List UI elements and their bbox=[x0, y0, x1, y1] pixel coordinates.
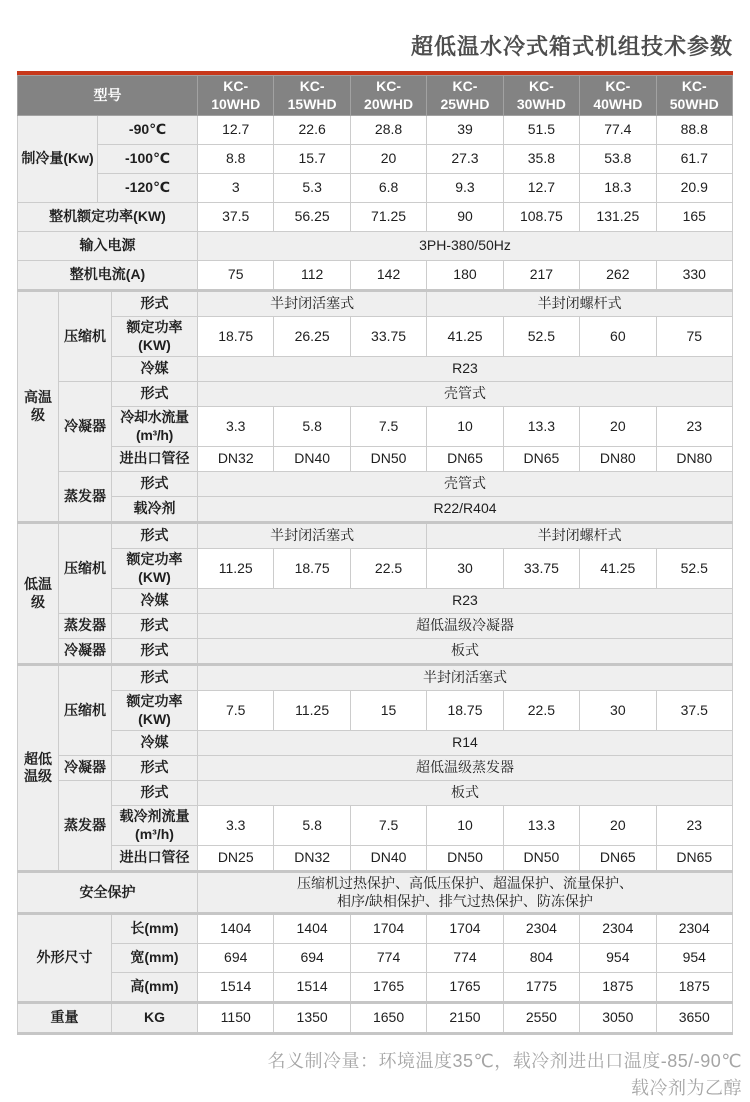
value-cell: 13.3 bbox=[503, 407, 579, 447]
us-comp-type-value: 半封闭活塞式 bbox=[198, 665, 733, 691]
ls-refrigerant-label: 冷媒 bbox=[112, 589, 198, 614]
rated-power-row bbox=[18, 203, 733, 232]
value-cell: 18.75 bbox=[274, 549, 350, 589]
value-cell: 75 bbox=[656, 317, 732, 357]
value-cell: 11.25 bbox=[198, 549, 274, 589]
value-cell: 2304 bbox=[580, 914, 656, 944]
value-cell: 18.75 bbox=[427, 691, 503, 731]
hs-evap-coolant-label: 载冷剂 bbox=[112, 497, 198, 523]
model-header-cell: KC-10WHD bbox=[198, 76, 274, 116]
value-cell: 53.8 bbox=[580, 145, 656, 174]
value-cell: 1404 bbox=[198, 914, 274, 944]
ls-evaporator-label: 蒸发器 bbox=[59, 614, 112, 639]
value-cell: 1704 bbox=[427, 914, 503, 944]
spec-table bbox=[17, 75, 733, 1035]
hs-evap-coolant-value: R22/R404 bbox=[198, 497, 733, 523]
value-cell: DN65 bbox=[580, 846, 656, 872]
stage-label-high: 高温级 bbox=[18, 291, 59, 523]
us-evap-pipe-label: 进出口管径 bbox=[112, 846, 198, 872]
value-cell: 30 bbox=[427, 549, 503, 589]
value-cell: 1650 bbox=[350, 1003, 426, 1034]
model-header-cell: KC-30WHD bbox=[503, 76, 579, 116]
footnote-line1: 名义制冷量：环境温度35℃，载冷剂进出口温度-85/-90℃ bbox=[267, 1051, 742, 1071]
value-cell: 35.8 bbox=[503, 145, 579, 174]
value-cell: 1150 bbox=[198, 1003, 274, 1034]
dim-length-label: 长(mm) bbox=[112, 914, 198, 944]
us-comp-power-row bbox=[18, 691, 733, 731]
hs-cond-flow-label: 冷却水流量(m³/h) bbox=[112, 407, 198, 447]
value-cell: 11.25 bbox=[274, 691, 350, 731]
value-cell: 180 bbox=[427, 261, 503, 291]
dim-width-row bbox=[18, 944, 733, 973]
value-cell: 112 bbox=[274, 261, 350, 291]
us-evap-flow-label-line2: (m³/h) bbox=[135, 825, 174, 842]
value-cell: 15 bbox=[350, 691, 426, 731]
value-cell: DN65 bbox=[503, 447, 579, 472]
value-cell: 41.25 bbox=[580, 549, 656, 589]
value-cell: 60 bbox=[580, 317, 656, 357]
stage-label-ultra-line2: 温级 bbox=[24, 768, 52, 784]
ls-cond-type-row bbox=[18, 639, 733, 665]
us-evap-flow-label-line1: 载冷剂流量 bbox=[119, 808, 190, 824]
hs-comp-type-row bbox=[18, 291, 733, 317]
value-cell: 6.8 bbox=[350, 174, 426, 203]
ls-comp-type-label: 形式 bbox=[112, 523, 198, 549]
hs-compressor-label: 压缩机 bbox=[59, 291, 112, 382]
stage-label-ultra bbox=[18, 665, 59, 872]
value-cell: 37.5 bbox=[198, 203, 274, 232]
us-evaporator-label: 蒸发器 bbox=[59, 781, 112, 872]
value-cell: 88.8 bbox=[656, 116, 732, 145]
hs-cond-pipe-row bbox=[18, 447, 733, 472]
value-cell: 165 bbox=[656, 203, 732, 232]
value-cell: 1875 bbox=[580, 973, 656, 1003]
hs-refrigerant-label: 冷媒 bbox=[112, 357, 198, 382]
value-cell: 954 bbox=[656, 944, 732, 973]
value-cell: 5.3 bbox=[274, 174, 350, 203]
value-cell: DN50 bbox=[350, 447, 426, 472]
value-cell: 2304 bbox=[656, 914, 732, 944]
model-header-cell: KC-40WHD bbox=[580, 76, 656, 116]
ls-refrigerant-value: R23 bbox=[198, 589, 733, 614]
ls-cond-type-label: 形式 bbox=[112, 639, 198, 665]
value-cell: 7.5 bbox=[198, 691, 274, 731]
ls-evap-type-row bbox=[18, 614, 733, 639]
us-refrigerant-label: 冷媒 bbox=[112, 731, 198, 756]
value-cell: 23 bbox=[656, 806, 732, 846]
hs-cond-type-row bbox=[18, 382, 733, 407]
value-cell: 330 bbox=[656, 261, 732, 291]
hs-cond-pipe-label: 进出口管径 bbox=[112, 447, 198, 472]
value-cell: 61.7 bbox=[656, 145, 732, 174]
value-cell: 39 bbox=[427, 116, 503, 145]
ls-evap-type-label: 形式 bbox=[112, 614, 198, 639]
capacity-row-120 bbox=[18, 174, 733, 203]
value-cell: 774 bbox=[350, 944, 426, 973]
value-cell: 12.7 bbox=[198, 116, 274, 145]
value-cell: 8.8 bbox=[198, 145, 274, 174]
value-cell: 90 bbox=[427, 203, 503, 232]
value-cell: 22.5 bbox=[350, 549, 426, 589]
page-title: 超低温水冷式箱式机组技术参数 bbox=[410, 34, 733, 59]
weight-label-cell: 重量 bbox=[18, 1003, 112, 1034]
hs-cond-type-label: 形式 bbox=[112, 382, 198, 407]
safety-label-cell: 安全保护 bbox=[18, 872, 198, 914]
hs-evaporator-label: 蒸发器 bbox=[59, 472, 112, 523]
value-cell: 131.25 bbox=[580, 203, 656, 232]
us-evap-flow-row bbox=[18, 806, 733, 846]
dim-width-label: 宽(mm) bbox=[112, 944, 198, 973]
safety-row bbox=[18, 872, 733, 914]
us-cond-type-value: 超低温级蒸发器 bbox=[198, 756, 733, 781]
us-comp-refrigerant-row bbox=[18, 731, 733, 756]
value-cell: 56.25 bbox=[274, 203, 350, 232]
safety-line1: 压缩机过热保护、高低压保护、超温保护、流量保护、 bbox=[297, 875, 633, 891]
capacity-temp-100-cell: -100℃ bbox=[98, 145, 198, 174]
us-cond-type-label: 形式 bbox=[112, 756, 198, 781]
value-cell: 52.5 bbox=[656, 549, 732, 589]
value-cell: 954 bbox=[580, 944, 656, 973]
value-cell: 2304 bbox=[503, 914, 579, 944]
value-cell: 52.5 bbox=[503, 317, 579, 357]
value-cell: 5.8 bbox=[274, 806, 350, 846]
footnote-line2: 载冷剂为乙醇 bbox=[631, 1078, 742, 1098]
ls-cond-type-value: 板式 bbox=[198, 639, 733, 665]
value-cell: 12.7 bbox=[503, 174, 579, 203]
hs-evap-type-row bbox=[18, 472, 733, 497]
value-cell: 33.75 bbox=[350, 317, 426, 357]
value-cell: DN40 bbox=[274, 447, 350, 472]
us-evap-flow-label bbox=[112, 806, 198, 846]
hs-cond-type-value: 壳管式 bbox=[198, 382, 733, 407]
us-evap-type-label: 形式 bbox=[112, 781, 198, 806]
value-cell: DN32 bbox=[198, 447, 274, 472]
value-cell: 1514 bbox=[274, 973, 350, 1003]
value-cell: DN32 bbox=[274, 846, 350, 872]
value-cell: 9.3 bbox=[427, 174, 503, 203]
value-cell: DN25 bbox=[198, 846, 274, 872]
value-cell: 1875 bbox=[656, 973, 732, 1003]
value-cell: 2150 bbox=[427, 1003, 503, 1034]
value-cell: 1704 bbox=[350, 914, 426, 944]
us-refrigerant-value: R14 bbox=[198, 731, 733, 756]
ls-comp-type-row bbox=[18, 523, 733, 549]
hs-evap-type-label: 形式 bbox=[112, 472, 198, 497]
value-cell: 262 bbox=[580, 261, 656, 291]
value-cell: 20 bbox=[580, 806, 656, 846]
capacity-temp-90-cell: -90℃ bbox=[98, 116, 198, 145]
hs-evap-coolant-row bbox=[18, 497, 733, 523]
value-cell: 10 bbox=[427, 806, 503, 846]
hs-comp-type-label: 形式 bbox=[112, 291, 198, 317]
ls-compressor-label: 压缩机 bbox=[59, 523, 112, 614]
hs-comp-power-label: 额定功率(KW) bbox=[112, 317, 198, 357]
ls-comp-refrigerant-row bbox=[18, 589, 733, 614]
current-row bbox=[18, 261, 733, 291]
dim-length-row bbox=[18, 914, 733, 944]
us-cond-type-row bbox=[18, 756, 733, 781]
value-cell: 20 bbox=[350, 145, 426, 174]
dimensions-label-cell: 外形尺寸 bbox=[18, 914, 112, 1003]
value-cell: 1404 bbox=[274, 914, 350, 944]
hs-refrigerant-value: R23 bbox=[198, 357, 733, 382]
model-label-cell: 型号 bbox=[18, 76, 198, 116]
dim-height-row bbox=[18, 973, 733, 1003]
model-header-cell: KC-25WHD bbox=[427, 76, 503, 116]
ls-condenser-label: 冷凝器 bbox=[59, 639, 112, 665]
stage-label-low: 低温级 bbox=[18, 523, 59, 665]
value-cell: 1765 bbox=[350, 973, 426, 1003]
value-cell: 2550 bbox=[503, 1003, 579, 1034]
ls-evap-type-value: 超低温级冷凝器 bbox=[198, 614, 733, 639]
ls-comp-power-row bbox=[18, 549, 733, 589]
current-label-cell: 整机电流(A) bbox=[18, 261, 198, 291]
value-cell: 71.25 bbox=[350, 203, 426, 232]
power-supply-row bbox=[18, 232, 733, 261]
value-cell: 5.8 bbox=[274, 407, 350, 447]
ls-comp-power-label: 额定功率(KW) bbox=[112, 549, 198, 589]
power-supply-value-cell: 3PH-380/50Hz bbox=[198, 232, 733, 261]
value-cell: 27.3 bbox=[427, 145, 503, 174]
value-cell: 1765 bbox=[427, 973, 503, 1003]
value-cell: 51.5 bbox=[503, 116, 579, 145]
stage-label-ultra-line1: 超低 bbox=[24, 750, 52, 767]
value-cell: 22.6 bbox=[274, 116, 350, 145]
us-comp-type-label: 形式 bbox=[112, 665, 198, 691]
hs-comp-refrigerant-row bbox=[18, 357, 733, 382]
value-cell: 33.75 bbox=[503, 549, 579, 589]
value-cell: 217 bbox=[503, 261, 579, 291]
value-cell: 26.25 bbox=[274, 317, 350, 357]
safety-value-cell bbox=[198, 872, 733, 914]
value-cell: 3050 bbox=[580, 1003, 656, 1034]
value-cell: 18.3 bbox=[580, 174, 656, 203]
power-supply-label-cell: 输入电源 bbox=[18, 232, 198, 261]
value-cell: 1350 bbox=[274, 1003, 350, 1034]
value-cell: 1514 bbox=[198, 973, 274, 1003]
value-cell: 142 bbox=[350, 261, 426, 291]
us-comp-type-row bbox=[18, 665, 733, 691]
us-evap-type-row bbox=[18, 781, 733, 806]
model-header-cell: KC-50WHD bbox=[656, 76, 732, 116]
value-cell: DN50 bbox=[503, 846, 579, 872]
value-cell: DN65 bbox=[656, 846, 732, 872]
value-cell: DN50 bbox=[427, 846, 503, 872]
hs-comp-type-left: 半封闭活塞式 bbox=[198, 291, 427, 317]
value-cell: 41.25 bbox=[427, 317, 503, 357]
value-cell: 20 bbox=[580, 407, 656, 447]
value-cell: 3.3 bbox=[198, 806, 274, 846]
value-cell: 3 bbox=[198, 174, 274, 203]
capacity-row-100 bbox=[18, 145, 733, 174]
us-comp-power-label: 额定功率(KW) bbox=[112, 691, 198, 731]
value-cell: 3650 bbox=[656, 1003, 732, 1034]
value-cell: 3.3 bbox=[198, 407, 274, 447]
value-cell: 1775 bbox=[503, 973, 579, 1003]
value-cell: 22.5 bbox=[503, 691, 579, 731]
value-cell: 18.75 bbox=[198, 317, 274, 357]
rated-power-label-cell: 整机额定功率(KW) bbox=[18, 203, 198, 232]
value-cell: 20.9 bbox=[656, 174, 732, 203]
hs-condenser-label: 冷凝器 bbox=[59, 382, 112, 472]
value-cell: 694 bbox=[274, 944, 350, 973]
header-row bbox=[18, 76, 733, 116]
weight-unit-cell: KG bbox=[112, 1003, 198, 1034]
hs-evap-type-value: 壳管式 bbox=[198, 472, 733, 497]
model-header-cell: KC-20WHD bbox=[350, 76, 426, 116]
value-cell: DN40 bbox=[350, 846, 426, 872]
weight-row bbox=[18, 1003, 733, 1034]
ls-comp-type-left: 半封闭活塞式 bbox=[198, 523, 427, 549]
value-cell: 13.3 bbox=[503, 806, 579, 846]
value-cell: 15.7 bbox=[274, 145, 350, 174]
value-cell: 10 bbox=[427, 407, 503, 447]
footnote bbox=[0, 1048, 742, 1102]
value-cell: 774 bbox=[427, 944, 503, 973]
ls-comp-type-right: 半封闭螺杆式 bbox=[427, 523, 733, 549]
value-cell: 694 bbox=[198, 944, 274, 973]
value-cell: 23 bbox=[656, 407, 732, 447]
value-cell: 77.4 bbox=[580, 116, 656, 145]
hs-comp-type-right: 半封闭螺杆式 bbox=[427, 291, 733, 317]
hs-comp-power-row bbox=[18, 317, 733, 357]
us-condenser-label: 冷凝器 bbox=[59, 756, 112, 781]
value-cell: 108.75 bbox=[503, 203, 579, 232]
us-compressor-label: 压缩机 bbox=[59, 665, 112, 756]
value-cell: 30 bbox=[580, 691, 656, 731]
safety-line2: 相序/缺相保护、排气过热保护、防冻保护 bbox=[337, 892, 593, 909]
us-evap-type-value: 板式 bbox=[198, 781, 733, 806]
capacity-label-cell: 制冷量(Kw) bbox=[18, 116, 98, 203]
value-cell: 804 bbox=[503, 944, 579, 973]
capacity-row-90 bbox=[18, 116, 733, 145]
value-cell: 7.5 bbox=[350, 806, 426, 846]
value-cell: 7.5 bbox=[350, 407, 426, 447]
value-cell: DN65 bbox=[427, 447, 503, 472]
value-cell: DN80 bbox=[580, 447, 656, 472]
hs-cond-flow-row bbox=[18, 407, 733, 447]
value-cell: 37.5 bbox=[656, 691, 732, 731]
dim-height-label: 高(mm) bbox=[112, 973, 198, 1003]
value-cell: 75 bbox=[198, 261, 274, 291]
value-cell: DN80 bbox=[656, 447, 732, 472]
capacity-temp-120-cell: -120℃ bbox=[98, 174, 198, 203]
model-header-cell: KC-15WHD bbox=[274, 76, 350, 116]
value-cell: 28.8 bbox=[350, 116, 426, 145]
us-evap-pipe-row bbox=[18, 846, 733, 872]
